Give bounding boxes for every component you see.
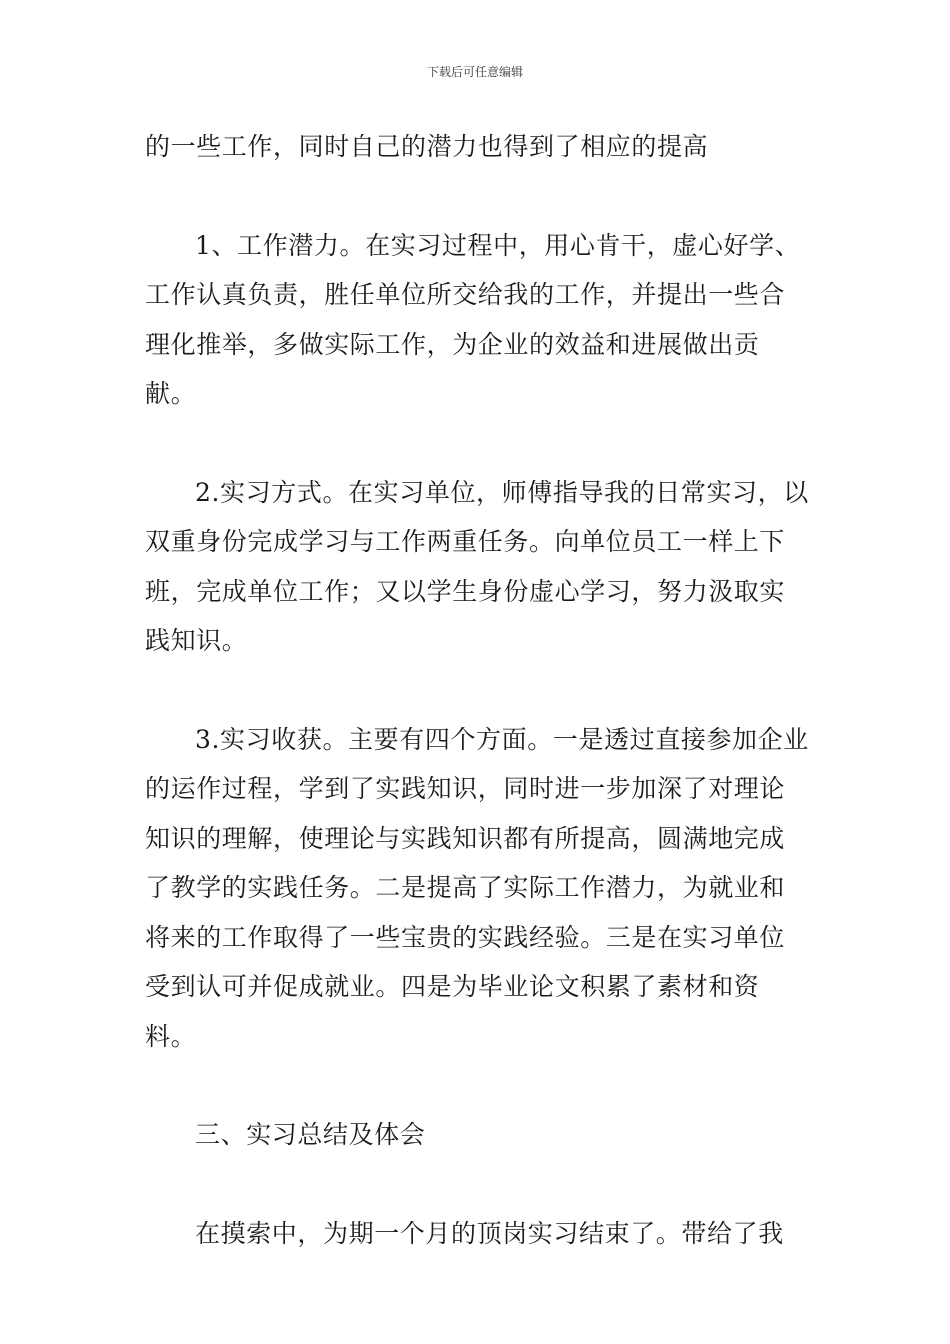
page-header-note: 下载后可任意编辑 bbox=[426, 65, 523, 79]
section-heading-summary: 三、实习总结及体会 bbox=[195, 1120, 426, 1149]
paragraph-continuation: 的一些工作，同时自己的潜力也得到了相应的提高 bbox=[145, 132, 709, 161]
paragraph-summary-start: 在摸索中，为期一个月的顶岗实习结束了。带给了我 bbox=[195, 1218, 784, 1248]
paragraph-work-ability: 1、工作潜力。在实习过程中，用心肯干，虚心好学、工作认真负责，胜任单位所交给我的工作，并提出一些合理化推举，多做实际工作，为企业的效益和进展做出贡献。 bbox=[145, 230, 801, 408]
paragraph-internship-method: 2.实习方式。在实习单位，师傅指导我的日常实习，以双重身份完成学习与工作两重任务。向单位员工一样上下班，完成单位工作；又以学生身份虚心学习，努力汲取实践知识。 bbox=[145, 477, 809, 655]
document-body bbox=[145, 122, 810, 1258]
paragraph-internship-gains: 3.实习收获。主要有四个方面。一是透过直接参加企业的运作过程，学到了实践知识，同时进一步加深了对理论知识的理解，使理论与实践知识都有所提高，圆满地完成了教学的实践任务。二是提高了实际工作潜力，为就业和将来的工作取得了一些宝贵的实践经验。三是在实习单位受到认可并促成就业。四是为毕业论文积累了素材和资料。 bbox=[145, 724, 809, 1051]
